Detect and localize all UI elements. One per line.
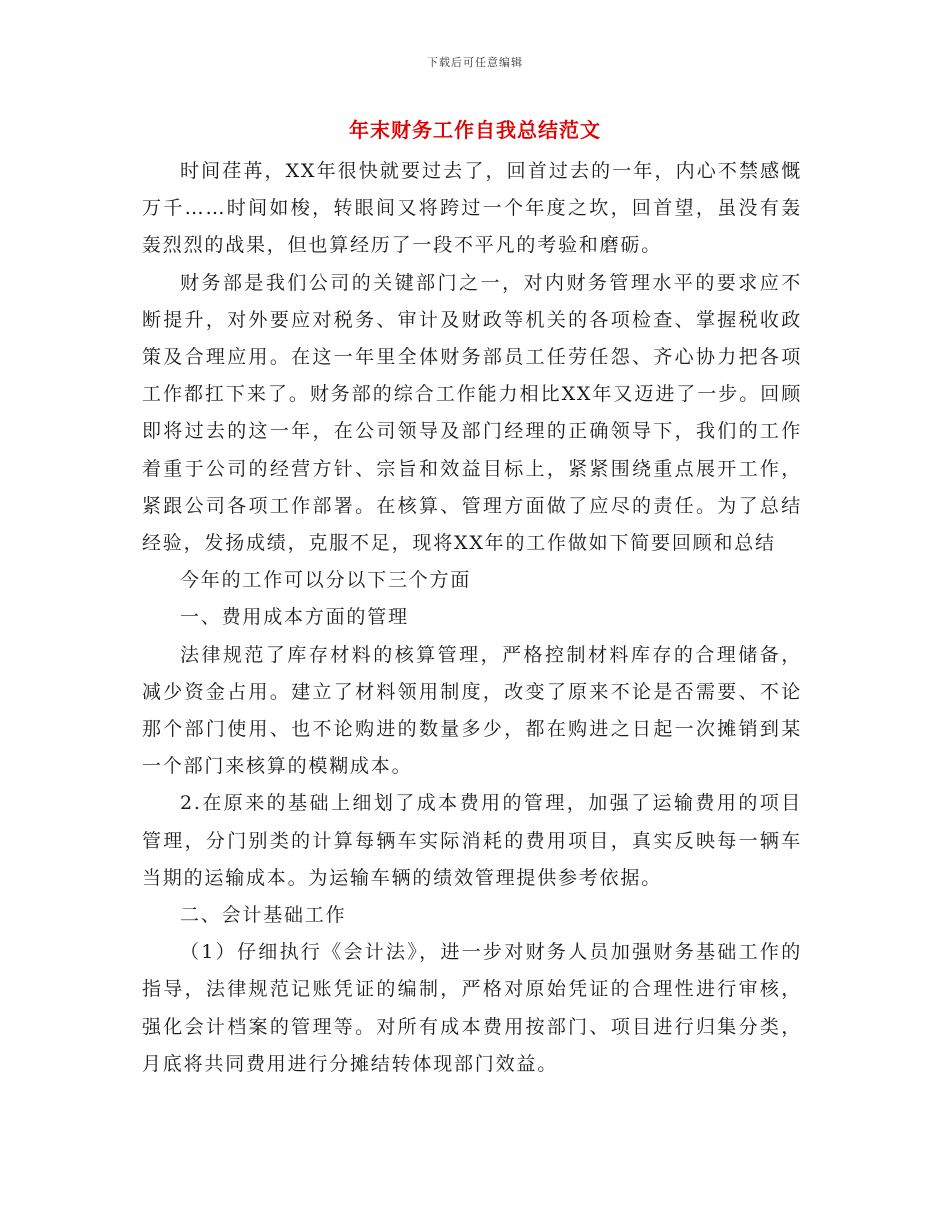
- paragraph-accounting-law: （1）仔细执行《会计法》，进一步对财务人员加强财务基础工作的指导，法律规范记账凭证的编制，严格对原始凭证的合理性进行审核，强化会计档案的管理等。对所有成本费用按部门、项目进行归集分类，月底将共同费用进行分摊结转体现部门效益。: [142, 941, 802, 1075]
- paragraph-inventory-management: 法律规范了库存材料的核算管理，严格控制材料库存的合理储备，减少资金占用。建立了材料领用制度，改变了原来不论是否需要、不论那个部门使用、也不论购进的数量多少，都在购进之日起一次摊销到某一个部门来核算的模糊成本。: [142, 643, 802, 778]
- paragraph-three-aspects: 今年的工作可以分以下三个方面: [180, 569, 472, 592]
- paragraph-intro: 时间荏苒，XX年很快就要过去了，回首过去的一年，内心不禁感慨万千……时间如梭，转眼间又将跨过一个年度之坎，回首望，虽没有轰轰烈烈的战果，但也算经历了一段不平凡的考验和磨砺。: [142, 160, 802, 257]
- section-heading-accounting-basics: 二、会计基础工作: [180, 904, 347, 927]
- paragraph-finance-department: 财务部是我们公司的关键部门之一，对内财务管理水平的要求应不断提升，对外要应对税务、审计及财政等机关的各项检查、掌握税收政策及合理应用。在这一年里全体财务部员工任劳任怨、齐心协力把各项工作都扛下来了。财务部的综合工作能力相比XX年又迈进了一步。回顾即将过去的这一年，在公司领导及部门经理的正确领导下，我们的工作着重于公司的经营方针、宗旨和效益目标上，紧紧围绕重点展开工作，紧跟公司各项工作部署。在核算、管理方面做了应尽的责任。为了总结经验，发扬成绩，克服不足，现将XX年的工作做如下简要回顾和总结: [142, 271, 802, 555]
- paragraph-cost-detail: 2.在原来的基础上细划了成本费用的管理，加强了运输费用的项目管理，分门别类的计算每辆车实际消耗的费用项目，真实反映每一辆车当期的运输成本。为运输车辆的绩效管理提供参考依据。: [142, 792, 802, 889]
- document-body: [142, 153, 802, 1083]
- document-title: 年末财务工作自我总结范文: [349, 118, 601, 142]
- page-header-note: 下载后可任意编辑: [427, 56, 523, 69]
- section-heading-cost-management: 一、费用成本方面的管理: [180, 606, 409, 629]
